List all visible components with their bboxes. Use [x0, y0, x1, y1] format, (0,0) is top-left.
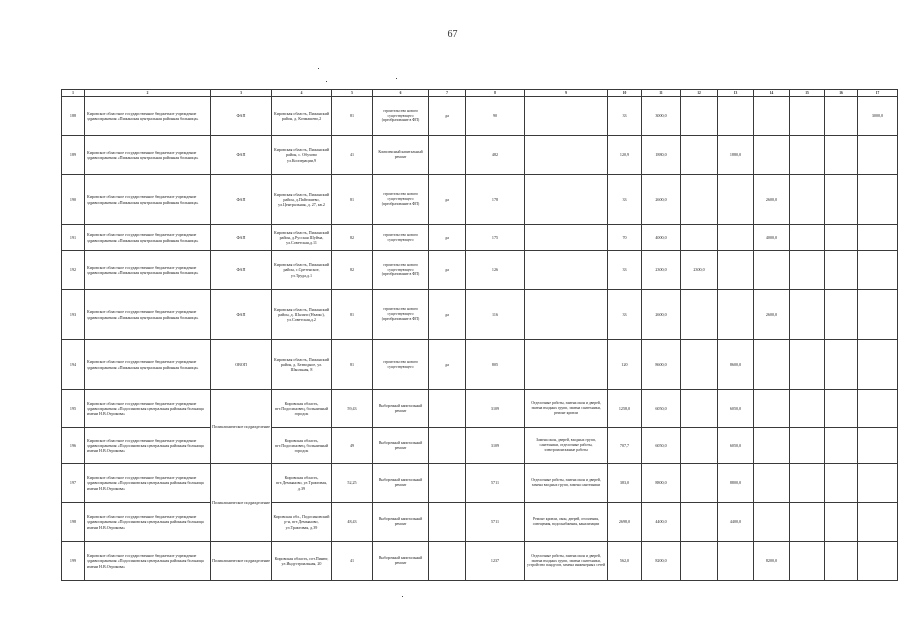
- facility-address: Кировская область, Пижанский район, д.Пайгишево, ул.Центральная, д. 27, кв.2: [272, 175, 332, 225]
- col14-value: 2600,0: [754, 290, 790, 340]
- col12-value: [681, 542, 718, 581]
- organization-name: Кировское областное государственное бюджетное учреждение здравоохранения «Подосиновская центральная районная больница имени Н.В.Отрокова»: [85, 428, 211, 464]
- data-table: [61, 89, 898, 581]
- page-number: 67: [447, 29, 458, 40]
- col17-value: [858, 390, 898, 428]
- facility-address: Кировская область, Пижанский район, д. Кочмашево,2: [272, 97, 332, 136]
- facility-address: Кировская область, Пижанский район, д. Шалаги (Ньюкс), ул.Советская,д.2: [272, 290, 332, 340]
- total-cost: 3000,0: [642, 97, 681, 136]
- col17-value: [858, 251, 898, 290]
- col14-value: [754, 503, 790, 542]
- column-header: 3: [211, 90, 272, 97]
- area-value: 41: [332, 136, 373, 175]
- scan-speck: [326, 81, 327, 82]
- work-description: [525, 97, 608, 136]
- col10-value: 2698,0: [608, 503, 642, 542]
- organization-name: Кировское областное государственное бюджетное учреждение здравоохранения «Подосиновская центральная районная больница имени Н.В.Отрокова»: [85, 390, 211, 428]
- organization-name: Кировское областное государственное бюджетное учреждение здравоохранения «Пижанская центральная районная больница»: [85, 97, 211, 136]
- col14-value: [754, 136, 790, 175]
- col14-value: [754, 428, 790, 464]
- col13-value: 8600,0: [718, 340, 754, 390]
- col12-value: [681, 428, 718, 464]
- organization-name: Кировское областное государственное бюджетное учреждение здравоохранения «Пижанская центральная районная больница»: [85, 175, 211, 225]
- area-value: 49: [332, 428, 373, 464]
- total-cost: 4000,0: [642, 225, 681, 251]
- col17-value: [858, 542, 898, 581]
- col10-value: 120,9: [608, 136, 642, 175]
- organization-name: Кировское областное государственное бюджетное учреждение здравоохранения «Пижанская центральная районная больница»: [85, 290, 211, 340]
- column-header: 15: [790, 90, 825, 97]
- col17-value: [858, 503, 898, 542]
- col12-value: [681, 290, 718, 340]
- organization-name: Кировское областное государственное бюджетное учреждение здравоохранения «Подосиновская центральная районная больница имени Н.В.Отрокова»: [85, 542, 211, 581]
- col12-value: [681, 225, 718, 251]
- flag-value: да: [429, 225, 466, 251]
- area-value: 82: [332, 225, 373, 251]
- col8-value: 178: [466, 175, 525, 225]
- col10-value: 33: [608, 175, 642, 225]
- col12-value: 2300,0: [681, 251, 718, 290]
- facility-address: Кировская область, Пижанский район, д.Русская Шуйма, ул.Советская,д.11: [272, 225, 332, 251]
- col15-value: [790, 97, 825, 136]
- col15-value: [790, 428, 825, 464]
- col14-value: [754, 390, 790, 428]
- table-row: [62, 542, 898, 581]
- area-value: 81: [332, 340, 373, 390]
- row-number: 190: [62, 175, 85, 225]
- col16-value: [825, 390, 858, 428]
- col10-value: 1258,0: [608, 390, 642, 428]
- col14-value: 8200,0: [754, 542, 790, 581]
- col8-value: 482: [466, 136, 525, 175]
- facility-type: Поликлиническое подразделение: [211, 390, 272, 464]
- facility-address: Кировская область, Пижанский район, с. Обухово ул.Кооперации,9: [272, 136, 332, 175]
- work-description: [525, 175, 608, 225]
- total-cost: 4400,0: [642, 503, 681, 542]
- facility-type: Поликлиническое подразделение: [211, 542, 272, 581]
- work-type: строительство нового существующего (преобразование в ФП): [373, 175, 429, 225]
- col15-value: [790, 136, 825, 175]
- col16-value: [825, 251, 858, 290]
- col15-value: [790, 251, 825, 290]
- row-number: 191: [62, 225, 85, 251]
- organization-name: Кировское областное государственное бюджетное учреждение здравоохранения «Пижанская центральная районная больница»: [85, 136, 211, 175]
- col15-value: [790, 390, 825, 428]
- organization-name: Кировское областное государственное бюджетное учреждение здравоохранения «Подосиновская центральная районная больница имени Н.В.Отрокова»: [85, 503, 211, 542]
- col13-value: 4400,0: [718, 503, 754, 542]
- col16-value: [825, 542, 858, 581]
- table-row: [62, 225, 898, 251]
- facility-type: ФАП: [211, 251, 272, 290]
- table-row: [62, 290, 898, 340]
- facility-address: Кировская обл., Подосиновский р-н, пгт.Демьяново, ул.Трактовая, д.39: [272, 503, 332, 542]
- col13-value: [718, 251, 754, 290]
- col16-value: [825, 97, 858, 136]
- facility-type: ФАП: [211, 290, 272, 340]
- col12-value: [681, 390, 718, 428]
- table-row: [62, 390, 898, 428]
- total-cost: 8200,0: [642, 542, 681, 581]
- col12-value: [681, 136, 718, 175]
- table-row: [62, 97, 898, 136]
- flag-value: да: [429, 340, 466, 390]
- column-header: 12: [681, 90, 718, 97]
- col8-value: 90: [466, 97, 525, 136]
- work-description: Ремонт кровли, окон, дверей, отопления, освещения, водоснабжения, канализации: [525, 503, 608, 542]
- column-header: 5: [332, 90, 373, 97]
- row-number: 199: [62, 542, 85, 581]
- total-cost: 1880,0: [642, 136, 681, 175]
- col8-value: 805: [466, 340, 525, 390]
- col14-value: 4000,0: [754, 225, 790, 251]
- facility-type: ФАП: [211, 136, 272, 175]
- organization-name: Кировское областное государственное бюджетное учреждение здравоохранения «Пижанская центральная районная больница»: [85, 340, 211, 390]
- col12-value: [681, 503, 718, 542]
- work-type: Выборочный капитальный ремонт: [373, 542, 429, 581]
- col14-value: [754, 97, 790, 136]
- area-value: 82: [332, 251, 373, 290]
- col12-value: [681, 97, 718, 136]
- col14-value: 2600,0: [754, 175, 790, 225]
- flag-value: [429, 503, 466, 542]
- col12-value: [681, 175, 718, 225]
- col8-value: 3109: [466, 428, 525, 464]
- col8-value: 175: [466, 225, 525, 251]
- facility-address: Кировская область, пгт.Подосиновец, больничный городок: [272, 428, 332, 464]
- col16-value: [825, 503, 858, 542]
- scan-speck: [318, 68, 319, 69]
- col10-value: 33: [608, 97, 642, 136]
- col13-value: 8800,0: [718, 464, 754, 503]
- col13-value: 6050,0: [718, 428, 754, 464]
- column-header: 17: [858, 90, 898, 97]
- column-header: 1: [62, 90, 85, 97]
- facility-address: Кировская область, пгт.Демьяново, ул.Трактовая, д.39: [272, 464, 332, 503]
- work-description: [525, 340, 608, 390]
- table-row: [62, 340, 898, 390]
- scan-speck: [396, 78, 397, 79]
- col8-value: 3109: [466, 390, 525, 428]
- total-cost: 2300,0: [642, 251, 681, 290]
- work-type: Выборочный капитальный ремонт: [373, 428, 429, 464]
- col17-value: [858, 464, 898, 503]
- col10-value: 562,0: [608, 542, 642, 581]
- col8-value: 5711: [466, 464, 525, 503]
- column-header: 16: [825, 90, 858, 97]
- row-number: 189: [62, 136, 85, 175]
- work-description: Отделочные работы, замена окон и дверей, замена входных групп, замена сантехники: [525, 464, 608, 503]
- row-number: 194: [62, 340, 85, 390]
- col8-value: 1237: [466, 542, 525, 581]
- flag-value: [429, 136, 466, 175]
- facility-type: ФАП: [211, 175, 272, 225]
- scan-speck: [402, 596, 403, 597]
- total-cost: 6050,0: [642, 428, 681, 464]
- col8-value: 5711: [466, 503, 525, 542]
- work-description: [525, 225, 608, 251]
- area-value: 81: [332, 290, 373, 340]
- work-type: Выборочный капитальный ремонт: [373, 464, 429, 503]
- col10-value: 383,0: [608, 464, 642, 503]
- column-header: 14: [754, 90, 790, 97]
- work-type: строительство нового существующего (преобразование в ФП): [373, 251, 429, 290]
- flag-value: [429, 464, 466, 503]
- flag-value: да: [429, 290, 466, 340]
- col17-value: [858, 175, 898, 225]
- column-header: 11: [642, 90, 681, 97]
- flag-value: да: [429, 251, 466, 290]
- work-description: Отделочные работы, замена окон и дверей, замена входных групп, замена сантехники, устройство пандусов, замена инженерных сетей: [525, 542, 608, 581]
- row-number: 196: [62, 428, 85, 464]
- work-description: [525, 136, 608, 175]
- area-value: 48,43: [332, 503, 373, 542]
- work-type: Комплексный капитальный ремонт: [373, 136, 429, 175]
- row-number: 193: [62, 290, 85, 340]
- row-number: 197: [62, 464, 85, 503]
- col16-value: [825, 464, 858, 503]
- col13-value: [718, 97, 754, 136]
- column-header-row: [62, 90, 898, 97]
- col15-value: [790, 225, 825, 251]
- work-type: строительство нового существующего: [373, 340, 429, 390]
- area-value: 81: [332, 175, 373, 225]
- col10-value: 707,7: [608, 428, 642, 464]
- col13-value: 1880,0: [718, 136, 754, 175]
- flag-value: да: [429, 175, 466, 225]
- table-row: [62, 464, 898, 503]
- col15-value: [790, 503, 825, 542]
- organization-name: Кировское областное государственное бюджетное учреждение здравоохранения «Пижанская центральная районная больница»: [85, 225, 211, 251]
- col16-value: [825, 340, 858, 390]
- work-type: строительство нового существующего: [373, 225, 429, 251]
- table-row: [62, 428, 898, 464]
- col10-value: 70: [608, 225, 642, 251]
- row-number: 195: [62, 390, 85, 428]
- column-header: 2: [85, 90, 211, 97]
- col15-value: [790, 542, 825, 581]
- work-description: Отделочные работы, замена окон и дверей, замена входных групп, замена сантехники, ремонт кровли: [525, 390, 608, 428]
- area-value: 52,25: [332, 464, 373, 503]
- col17-value: [858, 428, 898, 464]
- col13-value: [718, 542, 754, 581]
- col16-value: [825, 290, 858, 340]
- facility-address: Кировская область, Пижанский район, д. Безводное, ул. Школьная, 8: [272, 340, 332, 390]
- total-cost: 2600,0: [642, 175, 681, 225]
- col13-value: [718, 290, 754, 340]
- area-value: 81: [332, 97, 373, 136]
- total-cost: 8600,0: [642, 340, 681, 390]
- col16-value: [825, 428, 858, 464]
- col16-value: [825, 225, 858, 251]
- facility-type: ФАП: [211, 97, 272, 136]
- row-number: 192: [62, 251, 85, 290]
- table-row: [62, 175, 898, 225]
- col8-value: 116: [466, 290, 525, 340]
- col17-value: [858, 290, 898, 340]
- work-type: строительство нового существующего (преобразование в ФП): [373, 290, 429, 340]
- total-cost: 2600,0: [642, 290, 681, 340]
- table-body: [62, 90, 898, 581]
- col10-value: 33: [608, 290, 642, 340]
- flag-value: [429, 390, 466, 428]
- col15-value: [790, 175, 825, 225]
- work-description: [525, 290, 608, 340]
- column-header: 6: [373, 90, 429, 97]
- column-header: 13: [718, 90, 754, 97]
- facility-address: Кировская область, Пижанский район, с.Сретенское, ул.Труда,д.1: [272, 251, 332, 290]
- col10-value: 120: [608, 340, 642, 390]
- facility-type: ФАП: [211, 225, 272, 251]
- total-cost: 8800,0: [642, 464, 681, 503]
- col14-value: [754, 340, 790, 390]
- flag-value: [429, 542, 466, 581]
- organization-name: Кировское областное государственное бюджетное учреждение здравоохранения «Подосиновская центральная районная больница имени Н.В.Отрокова»: [85, 464, 211, 503]
- row-number: 198: [62, 503, 85, 542]
- table-row: [62, 251, 898, 290]
- col15-value: [790, 340, 825, 390]
- facility-address: Кировская область, пгт.Подосиновец, больничный городок: [272, 390, 332, 428]
- flag-value: да: [429, 97, 466, 136]
- area-value: 59,43: [332, 390, 373, 428]
- facility-address: Кировская область, пгт.Пинюг, ул.Индустриальная, 20: [272, 542, 332, 581]
- col15-value: [790, 464, 825, 503]
- col13-value: 6050,0: [718, 390, 754, 428]
- col17-value: [858, 136, 898, 175]
- col14-value: [754, 464, 790, 503]
- work-type: Выборочный капитальный ремонт: [373, 503, 429, 542]
- col16-value: [825, 136, 858, 175]
- table-row: [62, 136, 898, 175]
- facility-type: ОВОП: [211, 340, 272, 390]
- col12-value: [681, 340, 718, 390]
- column-header: 4: [272, 90, 332, 97]
- work-type: Выборочный капитальный ремонт: [373, 390, 429, 428]
- flag-value: [429, 428, 466, 464]
- column-header: 10: [608, 90, 642, 97]
- area-value: 41: [332, 542, 373, 581]
- column-header: 7: [429, 90, 466, 97]
- col10-value: 33: [608, 251, 642, 290]
- col13-value: [718, 225, 754, 251]
- work-description: [525, 251, 608, 290]
- work-type: строительство нового существующего (преобразование в ФП): [373, 97, 429, 136]
- row-number: 188: [62, 97, 85, 136]
- column-header: 9: [525, 90, 608, 97]
- work-description: Замена окон, дверей, входных групп, сантехники, отделочные работы, электромонтажные работы: [525, 428, 608, 464]
- total-cost: 6050,0: [642, 390, 681, 428]
- col17-value: 3000,0: [858, 97, 898, 136]
- col16-value: [825, 175, 858, 225]
- facility-type: Поликлиническое подразделение: [211, 464, 272, 542]
- organization-name: Кировское областное государственное бюджетное учреждение здравоохранения «Пижанская центральная районная больница»: [85, 251, 211, 290]
- table-row: [62, 503, 898, 542]
- col14-value: [754, 251, 790, 290]
- col17-value: [858, 340, 898, 390]
- col12-value: [681, 464, 718, 503]
- col8-value: 126: [466, 251, 525, 290]
- col13-value: [718, 175, 754, 225]
- column-header: 8: [466, 90, 525, 97]
- col17-value: [858, 225, 898, 251]
- col15-value: [790, 290, 825, 340]
